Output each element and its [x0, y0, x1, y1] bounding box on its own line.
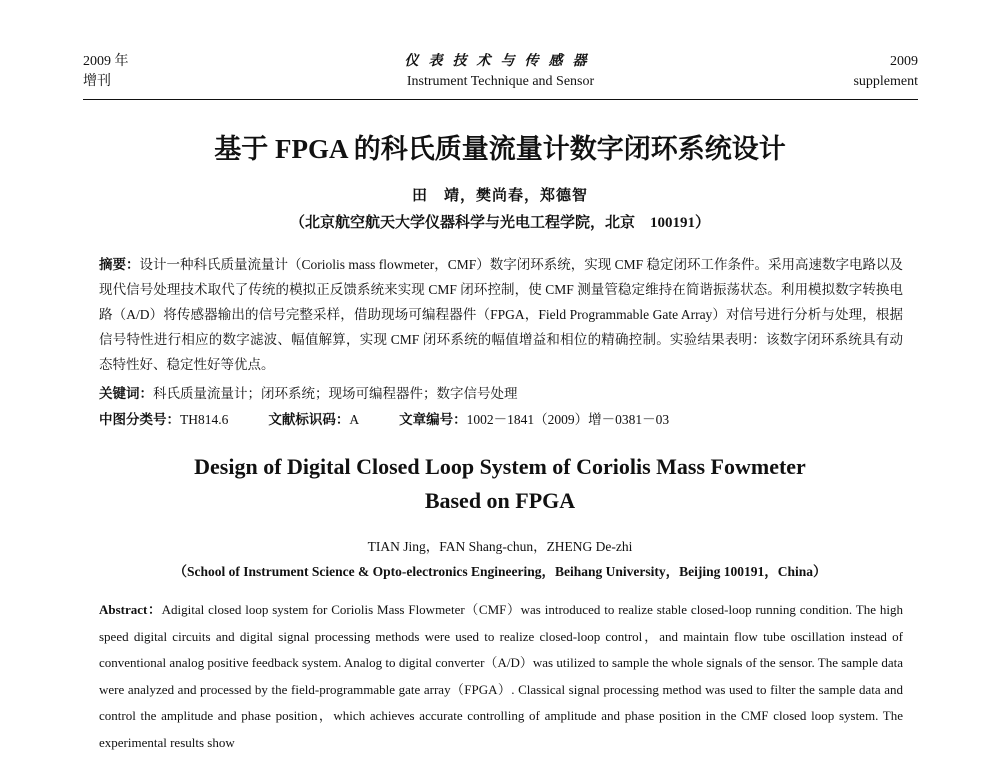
header-right	[853, 52, 918, 92]
abstract-en-label: Abstract：	[99, 602, 162, 617]
abstract-cn-text: 设计一种科氏质量流量计（Coriolis mass flowmeter，CMF）数字闭环系统，实现 CMF 稳定闭环工作条件。采用高速数字电路以及现代信号处理技术取代了传统的模拟正反馈系统来实现 CMF 闭环控制，使 CMF 测量管稳定维持在简谐振荡状态。利用模拟数字转换电路（A/D）将传感器输出的信号完整采样，借助现场可编程器件（FPGA，Field Programmable Gate Array）对信号进行分析与处理，根据信号特性进行相应的数字滤波、幅值解算，实现 CMF 闭环系统的幅值增益和相位的精确控制。实验结果表明：该数字闭环系统具有动态特性好、稳定性好等优点。	[99, 257, 904, 372]
authors-english: TIAN Jing，FAN Shang-chun，ZHENG De-zhi	[367, 539, 633, 554]
article-number-value: 1002－1841（2009）增－0381－03	[466, 412, 670, 427]
journal-name-cn: 仪表技术与传感器	[404, 54, 597, 69]
affiliation-chinese: （北京航空航天大学仪器科学与光电工程学院，北京 100191）	[289, 215, 710, 231]
header-journal	[83, 52, 918, 92]
abstract-chinese	[99, 252, 903, 377]
authors-chinese: 田 靖，樊尚春，郑德智	[411, 188, 588, 204]
keywords-label: 关键词：	[99, 386, 153, 401]
header-rule	[83, 99, 918, 100]
clc-value: TH814.6	[180, 412, 229, 427]
clc-label: 中图分类号：	[99, 412, 180, 427]
title-english-line1: Design of Digital Closed Loop System of Coriolis Mass Fowmeter	[194, 454, 806, 479]
header-issue: supplement	[853, 74, 918, 89]
header-issue-cn: 增刊	[83, 74, 111, 89]
title-english	[0, 450, 1000, 518]
classification-line	[99, 408, 903, 432]
doc-code-value: A	[349, 412, 360, 427]
abstract-english	[99, 597, 903, 756]
abstract-cn-label: 摘要：	[99, 257, 140, 272]
running-header	[83, 52, 918, 100]
keywords-text: 科氏质量流量计；闭环系统；现场可编程器件；数字信号处理	[153, 386, 518, 401]
title-chinese: 基于 FPGA 的科氏质量流量计数字闭环系统设计	[214, 134, 786, 164]
affiliation-english: （School of Instrument Science & Opto-electronics Engineering，Beihang University，Beijing 100191，China）	[173, 564, 827, 579]
title-english-line2: Based on FPGA	[424, 488, 576, 513]
doc-code-label: 文献标识码：	[268, 412, 350, 427]
article-number-label: 文章编号：	[399, 412, 467, 427]
journal-name-en: Instrument Technique and Sensor	[406, 74, 595, 89]
header-year: 2009	[890, 54, 918, 69]
abstract-en-text: Adigital closed loop system for Coriolis Mass Flowmeter（CMF）was introduced to realize stable closed-loop running condition. The high speed digital circuits and digital signal processing methods were used to realize closed-loop control，and maintain flow tube oscillation instead of conventional analog positive feedback system. Analog to digital converter（A/D）was utilized to sample the whole signals of the sensor. The sample data were analyzed and processed by the field-programmable gate array（FPGA）. Classical signal processing method was used to filter the sample data and control the amplitude and phase position，which achieves accurate controlling of amplitude and phase position in the CMF closed loop system. The experimental results show	[99, 602, 903, 750]
keywords-chinese	[99, 382, 903, 406]
header-year-cn: 2009 年	[83, 54, 129, 69]
